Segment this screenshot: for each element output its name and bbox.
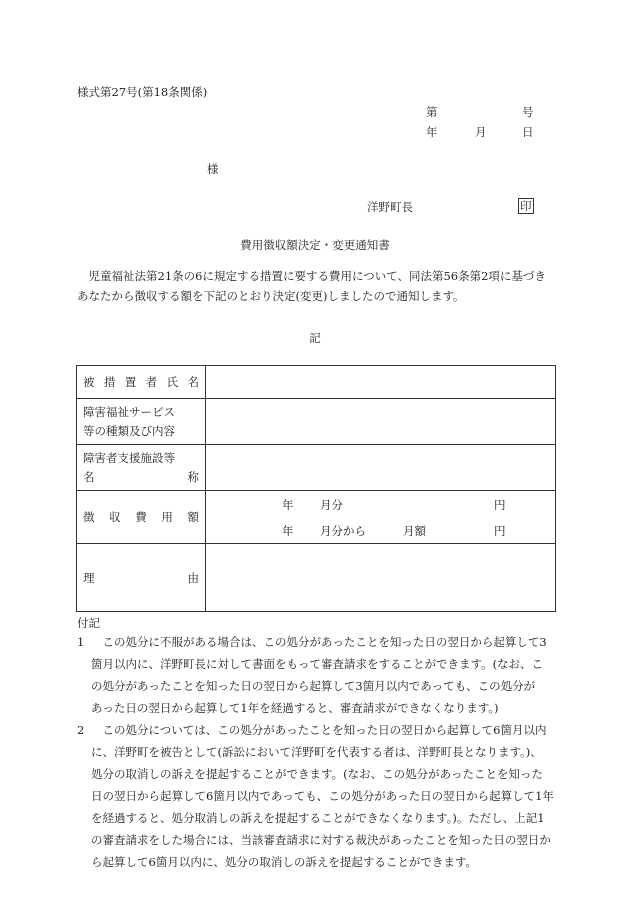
- fee-month-label: 月分: [320, 498, 343, 512]
- note-line: の審査請求をした場合には、当該審査請求に対する裁決があったことを知った日の翌日か: [91, 833, 551, 847]
- label-text-justified: [83, 570, 199, 586]
- label-char: 氏: [166, 375, 179, 389]
- label-char: 名: [187, 375, 199, 389]
- issuer-seal: [518, 198, 534, 214]
- note-line: ら起算して6箇月以内に、処分の取消しの訴えを提起することができます。: [91, 855, 477, 869]
- value-service-type: [206, 399, 556, 445]
- value-reason: [206, 544, 556, 612]
- row-reason: [77, 544, 556, 612]
- fee-year-label: 年: [282, 524, 294, 538]
- note-line: 箇月以内に、洋野町長に対して書面をもって審査請求をすることができます。(なお、こ: [91, 657, 544, 671]
- label-char: 称: [187, 469, 199, 484]
- label-char: 徴: [83, 510, 95, 524]
- value-facility-name: [206, 445, 556, 491]
- label-facility-name: [77, 445, 206, 491]
- body-line: 児童福祉法第21条の6に規定する措置に要する費用について、同法第56条第2項に基づき: [77, 269, 546, 283]
- note-number: 1: [77, 635, 85, 649]
- label-char: 置: [124, 375, 137, 389]
- date-month-label: 月: [475, 125, 487, 139]
- fee-line-2: [206, 517, 555, 543]
- label-reason: [77, 544, 206, 612]
- label-line: 等の種類及び内容: [83, 423, 175, 438]
- row-fee-amount: [77, 491, 556, 544]
- note-item-2: [77, 719, 567, 873]
- label-char: 名: [83, 469, 95, 484]
- label-text-justified: [83, 509, 199, 525]
- label-char: 者: [145, 375, 158, 389]
- label-char: 理: [83, 570, 95, 585]
- body-paragraph: [77, 266, 557, 306]
- note-line: の処分があったことを知った日の翌日から起算して3箇月以内であっても、この処分が: [91, 679, 536, 693]
- note-line: を経過すると、処分取消しの訴えを提起することができなくなります。)。ただし、上記1: [91, 811, 545, 825]
- row-service-type: [77, 399, 556, 445]
- row-facility-name: [77, 445, 556, 491]
- document-title: 費用徴収額決定・変更通知書: [240, 238, 390, 252]
- note-line: 日の翌日から起算して6箇月以内であっても、この処分があった日の翌日から起算して1年: [91, 789, 554, 803]
- body-line: あなたから徴収する額を下記のとおり決定(変更)しましたので通知します。: [77, 289, 465, 303]
- label-char: 収: [109, 510, 121, 524]
- label-text-justified: [83, 374, 199, 390]
- label-char: 由: [187, 570, 199, 585]
- notes-section: [77, 615, 567, 873]
- fee-monthly-label: 月額: [403, 524, 426, 538]
- date-day-label: 日: [522, 125, 534, 139]
- seal-mark: 印: [520, 199, 532, 213]
- label-line: 障害福祉サービス: [83, 404, 175, 419]
- issuer-name: 洋野町長: [367, 200, 413, 214]
- note-line: に、洋野町を被告として(訴訟において洋野町を代表する者は、洋野町長となります。)、: [91, 745, 542, 759]
- label-fee-amount: [77, 491, 206, 544]
- document-number-suffix: 号: [522, 105, 534, 119]
- label-char: 額: [187, 510, 199, 524]
- fee-line-1: [206, 491, 555, 517]
- fee-month-from-label: 月分から: [320, 524, 366, 538]
- label-recipient-name: [77, 366, 206, 399]
- note-item-1: [77, 631, 567, 719]
- form-number: 様式第27号(第18条関係): [77, 85, 208, 99]
- label-line-justified: [83, 468, 199, 487]
- value-recipient-name: [206, 366, 556, 399]
- label-service-type: [77, 399, 206, 445]
- notes-title: 付記: [77, 616, 100, 630]
- note-number: 2: [77, 723, 85, 737]
- fee-yen-label: 円: [494, 498, 506, 512]
- label-char: 措: [103, 375, 116, 389]
- label-char: 費: [135, 510, 147, 524]
- row-recipient-name: [77, 366, 556, 399]
- note-line: あった日の翌日から起算して1年を経過すると、審査請求ができなくなります。): [91, 701, 499, 715]
- document-number-prefix: 第: [426, 105, 438, 119]
- note-line: 処分の取消しの訴えを提起することができます。(なお、この処分があったことを知った: [91, 767, 543, 781]
- details-table: [76, 365, 556, 612]
- note-line: この処分に不服がある場合は、この処分があったことを知った日の翌日から起算して3: [91, 635, 547, 649]
- label-char: 被: [83, 375, 95, 389]
- fee-year-label: 年: [282, 498, 294, 512]
- fee-yen-label: 円: [494, 524, 506, 538]
- ki-label: 記: [309, 331, 321, 345]
- note-line: この処分については、この処分があったことを知った日の翌日から起算して6箇月以内: [91, 723, 547, 737]
- value-fee-amount: [206, 491, 556, 544]
- addressee-honorific: 様: [207, 162, 219, 176]
- label-line: 障害者支援施設等: [83, 450, 175, 465]
- date-year-label: 年: [426, 125, 438, 139]
- label-char: 用: [161, 510, 173, 524]
